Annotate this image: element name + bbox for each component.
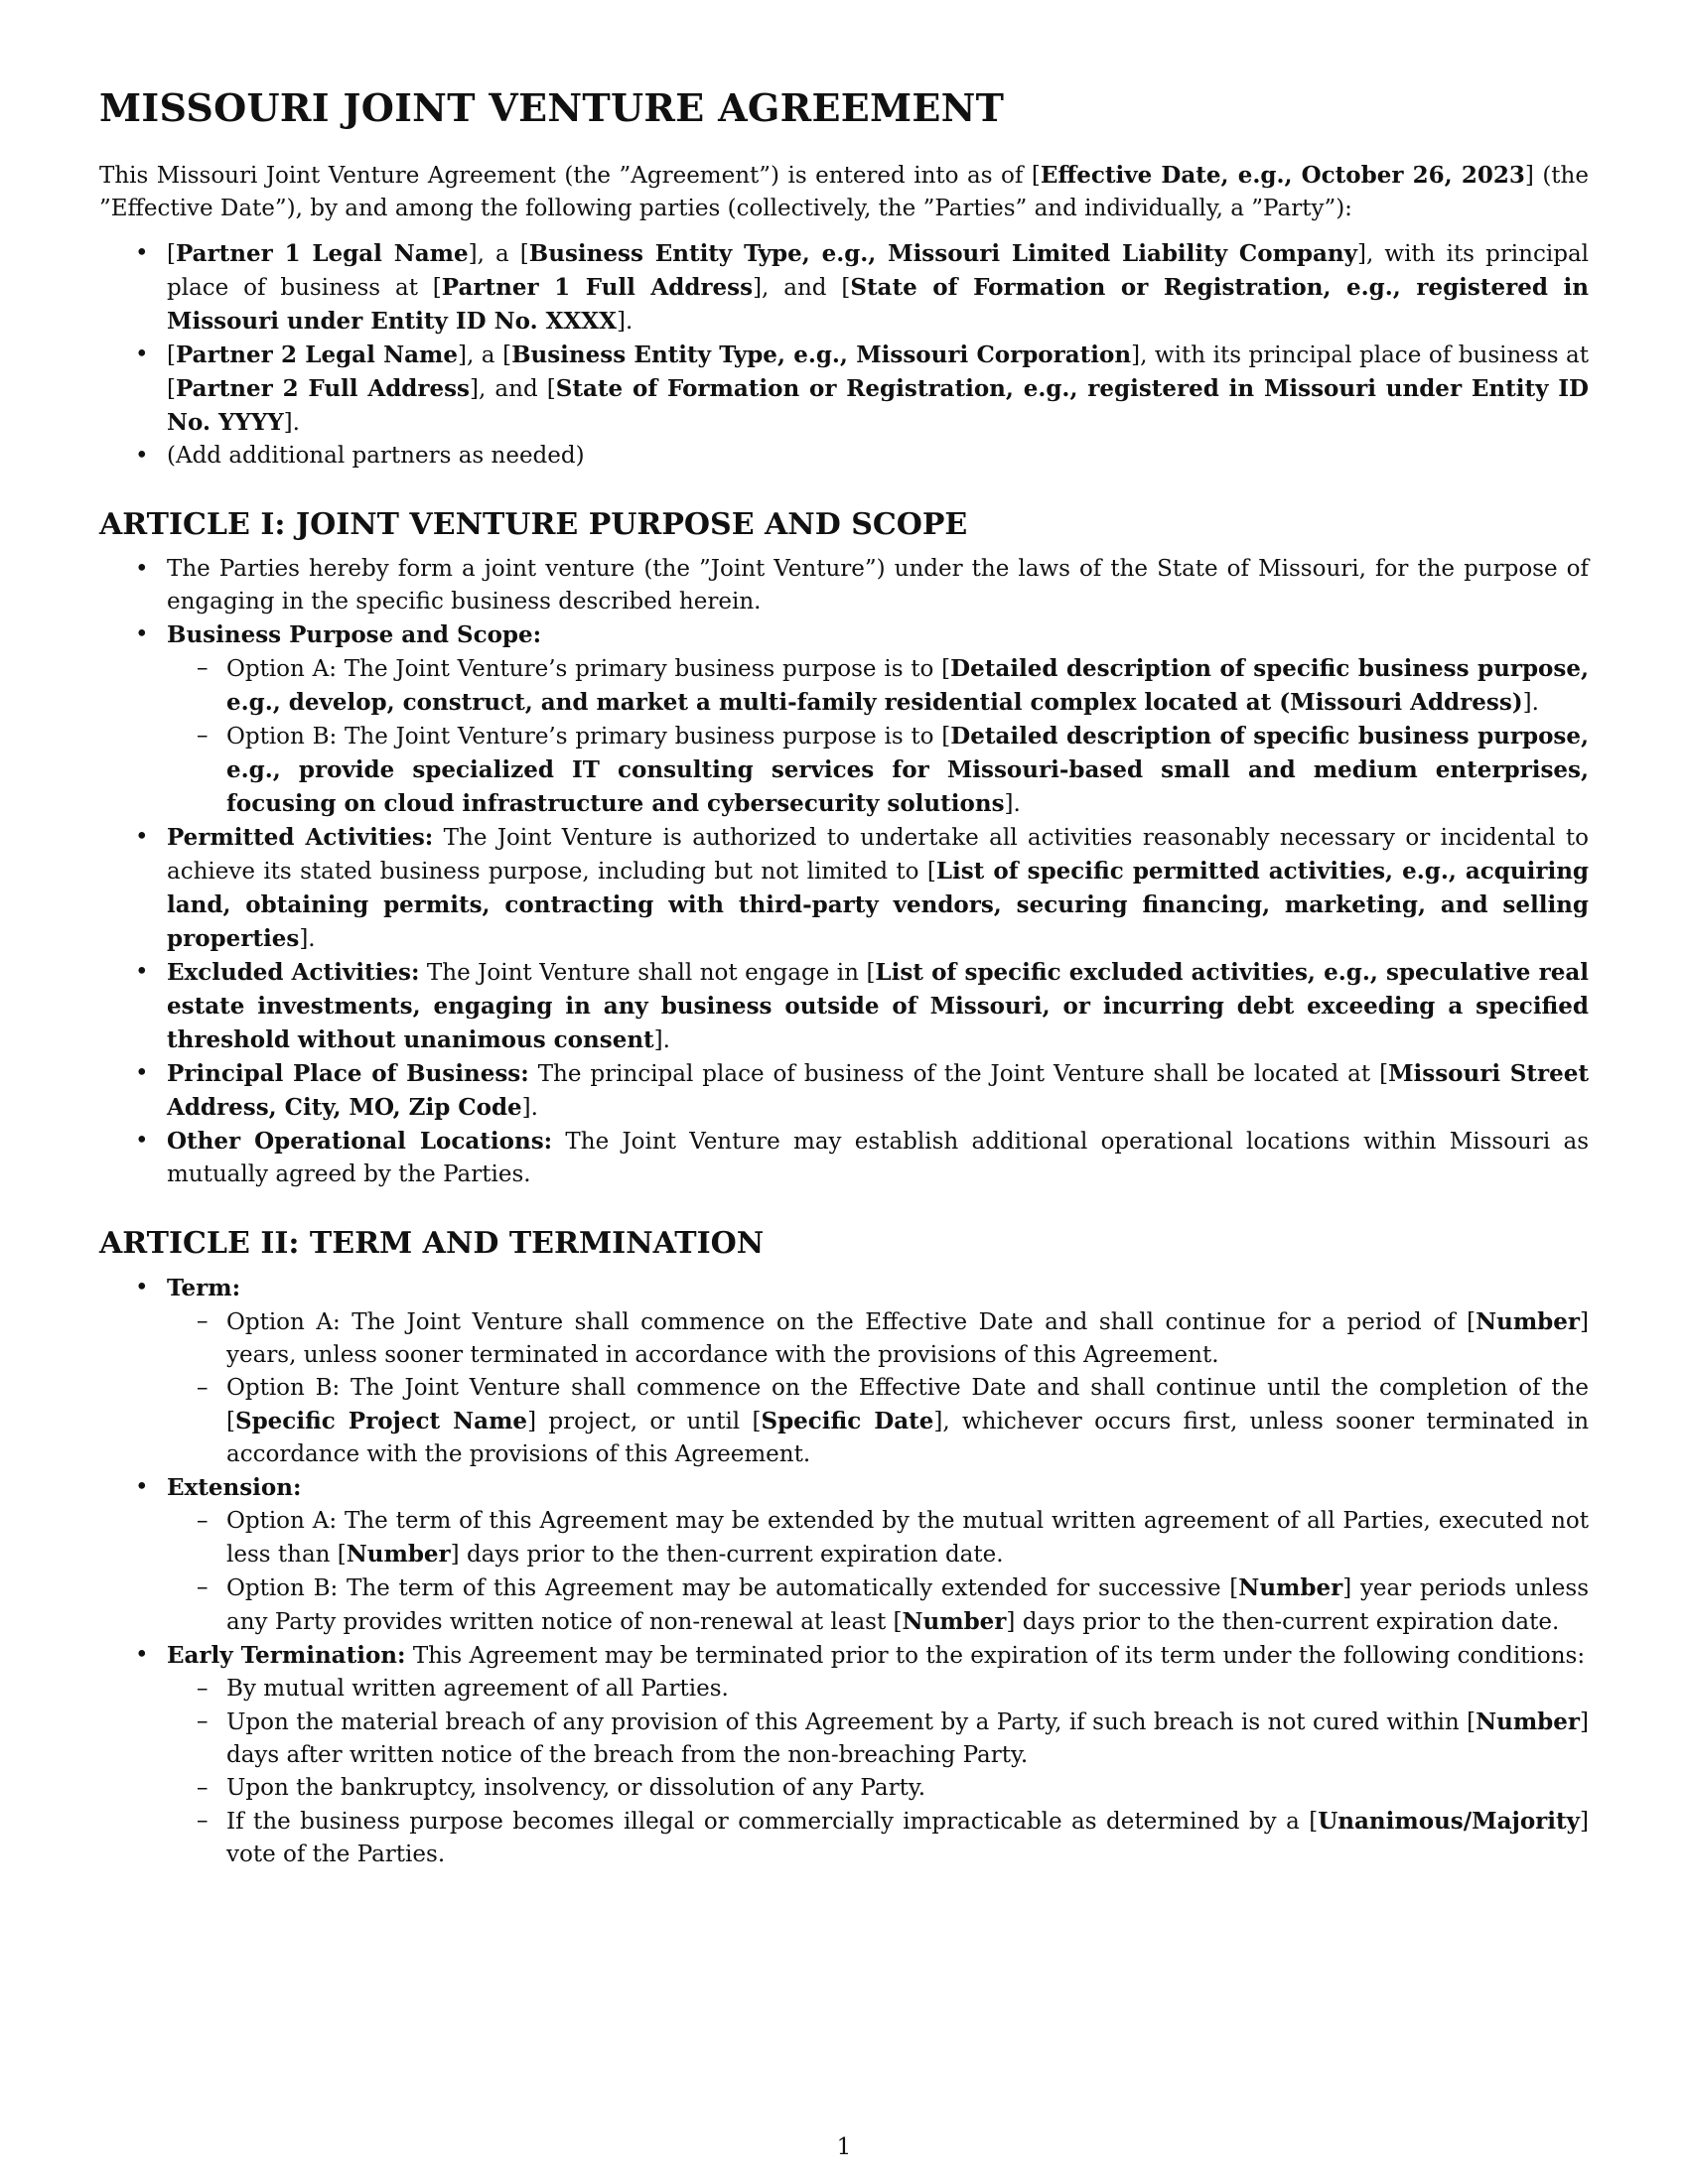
intro-text: ] (the ”Effective Date”), by and among the following parties (collectively, the ”Parties” and individually, a ”Party”):	[99, 162, 1589, 221]
intro-paragraph	[99, 159, 1589, 225]
party-additional-item: • (Add additional partners as needed)	[167, 440, 1589, 473]
condition-bankruptcy: – Upon the bankruptcy, insolvency, or dissolution of any Party.	[226, 1772, 1589, 1805]
early-termination-item: • Early Termination: This Agreement may be terminated prior to the expiration of its term under the following conditions: – By mutual written agreement of all Parties. – Upon the material breach of any provision of this Agreement by a Party, if such breach is not cured within [Number] days after written notice of the breach from the non-breaching Party. – Upon the bankruptcy, insolvency, or dissolution of any Party. – If the business purpose becomes illegal or commercially impracticable as determined by a [Unanimous/Majority] vote of the Parties.	[167, 1639, 1589, 1871]
partner-2-address-placeholder: Partner 2 Full Address	[175, 374, 471, 402]
article-1-list	[99, 553, 1589, 1191]
term-item	[167, 1272, 1589, 1471]
extension-option-a: – Option A: The term of this Agreement may be extended by the mutual written agreement of all Parties, executed not less than [Number] days prior to the then-current expiration date.	[226, 1505, 1589, 1571]
purpose-option-b: – Option B: The Joint Venture’s primary business purpose is to [Detailed description of specific business purpose, e.g., provide specialized IT consulting services for Missouri-based small and medium enterprises, focusing on cloud infrastructure and cybersecurity solutions].	[226, 720, 1589, 821]
party-1-item: • [Partner 1 Legal Name], a [Business Entity Type, e.g., Missouri Limited Liability Company], with its principal place of business at [Partner 1 Full Address], and [State of Formation or Registration, e.g., registered in Missouri under Entity ID No. XXXX].	[167, 237, 1589, 339]
partner-1-address-placeholder: Partner 1 Full Address	[441, 273, 754, 301]
extension-option-b: – Option B: The term of this Agreement may be automatically extended for successive [Number] year periods unless any Party provides written notice of non-renewal at least [Number] days prior to the then-current expiration date.	[226, 1571, 1589, 1639]
page-number: 1	[836, 2134, 852, 2160]
formation-item: • The Parties hereby form a joint venture (the ”Joint Venture”) under the laws of the State of Missouri, for the purpose of engaging in the specific business described herein.	[167, 553, 1589, 618]
permitted-activities-label: Permitted Activities:	[167, 823, 434, 851]
purpose-option-a: – Option A: The Joint Venture’s primary business purpose is to [Detailed description of specific business purpose, e.g., develop, construct, and market a multi-family residential complex located at (Missouri Address)].	[226, 652, 1589, 720]
early-termination-conditions	[167, 1673, 1589, 1871]
excluded-activities-label: Excluded Activities:	[167, 958, 420, 986]
other-locations-item: • Other Operational Locations: The Joint Venture may establish additional operational locations within Missouri as mutually agreed by the Parties.	[167, 1125, 1589, 1191]
partner-1-formation-placeholder: State of Formation or Registration, e.g., registered in Missouri under Entity ID No. XXXX	[167, 273, 1589, 335]
partner-1-name-placeholder: Partner 1 Legal Name	[175, 239, 469, 267]
business-purpose-item	[167, 618, 1589, 821]
document-page	[99, 87, 1589, 1871]
term-options	[167, 1305, 1589, 1471]
extension-item	[167, 1471, 1589, 1639]
parties-list	[99, 237, 1589, 473]
business-purpose-options	[167, 652, 1589, 821]
article-1-heading: ARTICLE I: JOINT VENTURE PURPOSE AND SCOPE	[99, 506, 968, 542]
condition-illegal-purpose: – If the business purpose becomes illegal or commercially impracticable as determined by a [Unanimous/Majority] vote of the Parties.	[226, 1805, 1589, 1871]
early-termination-label: Early Termination:	[167, 1641, 406, 1669]
business-purpose-label: Business Purpose and Scope:	[167, 620, 542, 648]
partner-2-entity-placeholder: Business Entity Type, e.g., Missouri Corporation	[511, 341, 1132, 368]
excluded-activities-item: • Excluded Activities: The Joint Venture shall not engage in [List of specific excluded activities, e.g., speculative real estate investments, engaging in any business outside of Missouri, or incurring debt exceeding a specified threshold without unanimous consent].	[167, 956, 1589, 1057]
article-2-list	[99, 1272, 1589, 1871]
intro-text: This Missouri Joint Venture Agreement (the ”Agreement”) is entered into as of [	[99, 162, 1041, 189]
article-2-heading: ARTICLE II: TERM AND TERMINATION	[99, 1225, 765, 1261]
term-option-b: – Option B: The Joint Venture shall commence on the Effective Date and shall continue until the completion of the [Specific Project Name] project, or until [Specific Date], whichever occurs first, unless sooner terminated in accordance with the provisions of this Agreement.	[226, 1372, 1589, 1471]
term-option-a: – Option A: The Joint Venture shall commence on the Effective Date and shall continue for a period of [Number] years, unless sooner terminated in accordance with the provisions of this Agreement.	[226, 1305, 1589, 1372]
partner-2-name-placeholder: Partner 2 Legal Name	[175, 341, 458, 368]
party-2-item: • [Partner 2 Legal Name], a [Business Entity Type, e.g., Missouri Corporation], with its principal place of business at [Partner 2 Full Address], and [State of Formation or Registration, e.g., registered in Missouri under Entity ID No. YYYY].	[167, 339, 1589, 440]
term-label: Term:	[167, 1274, 241, 1301]
other-locations-label: Other Operational Locations:	[167, 1127, 553, 1155]
effective-date-placeholder: Effective Date, e.g., October 26, 2023	[1040, 161, 1525, 189]
condition-mutual-agreement: – By mutual written agreement of all Parties.	[226, 1673, 1589, 1706]
condition-material-breach: – Upon the material breach of any provision of this Agreement by a Party, if such breach is not cured within [Number] days after written notice of the breach from the non-breaching Party.	[226, 1706, 1589, 1772]
principal-place-item: • Principal Place of Business: The principal place of business of the Joint Venture shall be located at [Missouri Street Address, City, MO, Zip Code].	[167, 1057, 1589, 1125]
extension-label: Extension:	[167, 1473, 302, 1501]
partner-1-entity-placeholder: Business Entity Type, e.g., Missouri Limited Liability Company	[528, 239, 1357, 267]
document-title: MISSOURI JOINT VENTURE AGREEMENT	[99, 85, 1005, 130]
principal-place-label: Principal Place of Business:	[167, 1059, 529, 1087]
partner-2-formation-placeholder: State of Formation or Registration, e.g., registered in Missouri under Entity ID No. YYYY	[167, 374, 1589, 436]
extension-options	[167, 1505, 1589, 1639]
permitted-activities-item: • Permitted Activities: The Joint Venture is authorized to undertake all activities reasonably necessary or incidental to achieve its stated business purpose, including but not limited to [List of specific permitted activities, e.g., acquiring land, obtaining permits, contracting with third-party vendors, securing financing, marketing, and selling properties].	[167, 821, 1589, 956]
